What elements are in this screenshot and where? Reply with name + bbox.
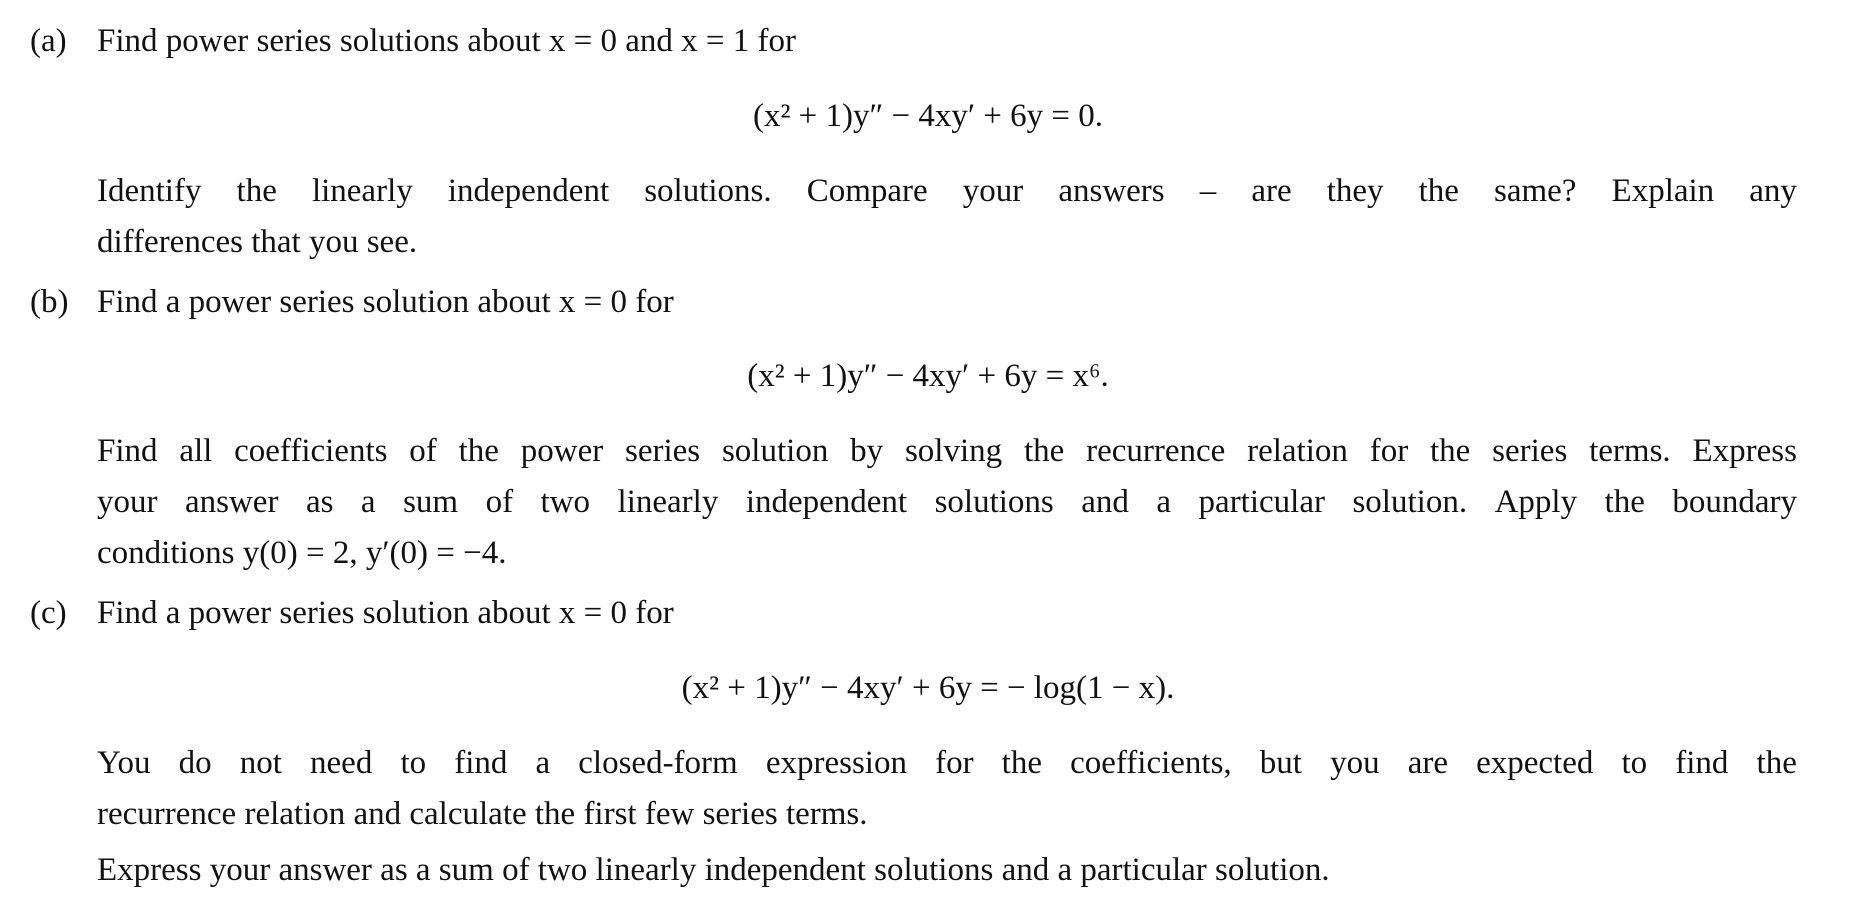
part-c-followup-line1 [97, 737, 1797, 789]
part-b-prompt: Find a power series solution about x = 0 for [97, 284, 674, 320]
part-b-equation [0, 350, 1856, 402]
part-b-followup-line1-text: Find all coefficients of the power series solution by solving the recurrence relation for the series terms. Express [97, 433, 1797, 469]
part-a-followup-line2: differences that you see. [97, 224, 418, 260]
part-b-followup-line1 [97, 425, 1797, 477]
part-b-followup-line2 [97, 476, 1797, 528]
part-a-equation [0, 90, 1856, 142]
part-a-prompt: Find power series solutions about x = 0 and x = 1 for [97, 23, 796, 59]
part-c-equation [0, 662, 1856, 714]
part-b-equation-text: (x² + 1)y″ − 4xy′ + 6y = x⁶. [747, 358, 1109, 394]
part-c-followup-line3: Express your answer as a sum of two linearly independent solutions and a particular solution. [97, 852, 1330, 888]
part-a-label: (a) [30, 23, 67, 59]
part-b-followup-line3: conditions y(0) = 2, y′(0) = −4. [97, 535, 507, 571]
part-c-followup-line1-text: You do not need to find a closed-form expression for the coefficients, but you are expected to find the [97, 745, 1797, 781]
part-b-followup-line2-text: your answer as a sum of two linearly independent solutions and a particular solution. Apply the boundary [97, 484, 1797, 520]
part-c-followup-line2: recurrence relation and calculate the first few series terms. [97, 796, 868, 832]
part-a-followup-line1 [97, 165, 1797, 217]
part-c-equation-text: (x² + 1)y″ − 4xy′ + 6y = − log(1 − x). [681, 670, 1175, 706]
part-b-label: (b) [30, 284, 69, 320]
part-c-prompt: Find a power series solution about x = 0 for [97, 595, 674, 631]
part-a-equation-text: (x² + 1)y″ − 4xy′ + 6y = 0. [752, 98, 1104, 134]
part-a-followup-line1-text: Identify the linearly independent solutions. Compare your answers – are they the same? Explain any [97, 173, 1797, 209]
part-c-label: (c) [30, 595, 67, 631]
